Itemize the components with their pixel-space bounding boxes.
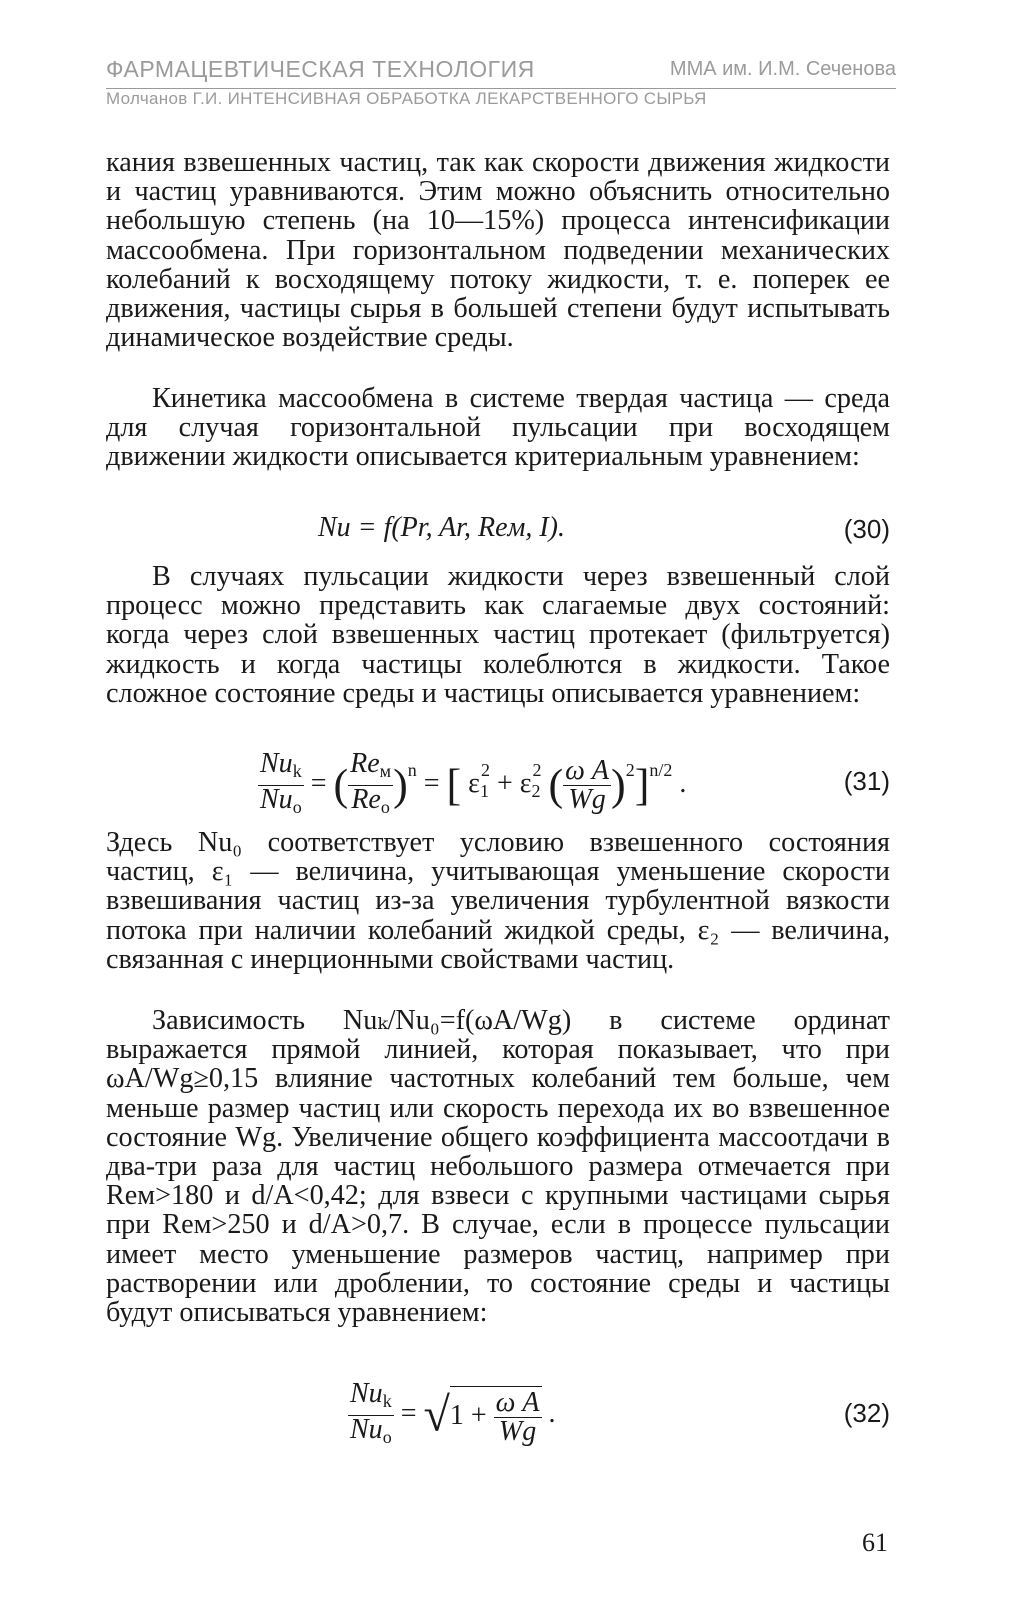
equation-32-number: (32) — [843, 1398, 890, 1428]
equation-30-body: Nu = f(Pr, Ar, Reм, I). — [318, 512, 566, 543]
eq31-wa-fraction: $\frac{\text{ω A}}{Wg}$ — [565, 755, 610, 815]
running-header — [106, 54, 896, 89]
equation-32-body: $\frac{Nu_k}{Nu_o}$ = √1 + $\frac{\text{ω A}}{Wg}$ . — [348, 1380, 556, 1451]
equation-30-number: (30) — [843, 514, 890, 544]
equation-30 — [106, 510, 890, 550]
equation-31 — [106, 750, 890, 820]
eq31-lhs-fraction: $\frac{Nu_k}{Nu_o}$ — [260, 748, 302, 817]
eq32-wa-fraction: $\frac{\text{ω A}}{Wg}$ — [495, 1386, 540, 1447]
eq31-re-fraction: $\frac{Re_м}{Re_o}$ — [350, 748, 392, 817]
paragraph-5: Зависимость Nuₖ/Nu₀=f(ωA/Wg) в системе ординат выражается прямой линией, которая показывает, что при ωA/Wg≥0,15 влияние частотных колебаний тем больше, чем меньше размер частиц или скорость перехода их во взвешенное состояние Wg. Увеличение общего коэффициента массоотдачи в два-три раза для частиц небольшого размера отмечается при Reм>180 и d/A<0,42; для взвеси с крупными частицами сырья при Reм>250 и d/A>0,7. В случае, если в процессе пульсации имеет место уменьшение размеров частиц, например при растворении или дроблении, то состояние среды и частицы будут описываться уравнением: — [106, 1005, 890, 1329]
header-title: ФАРМАЦЕВТИЧЕСКАЯ ТЕХНОЛОГИЯ — [106, 56, 535, 82]
equation-31-number: (31) — [843, 766, 890, 796]
header-subtitle: Молчанов Г.И. ИНТЕНСИВНАЯ ОБРАБОТКА ЛЕКАРСТВЕННОГО СЫРЬЯ — [106, 89, 707, 108]
header-institution: ММА им. И.М. Сеченова — [669, 58, 896, 80]
page-number: 61 — [862, 1528, 888, 1557]
equation-31-body: $\frac{Nu_k}{Nu_o}$ = ( $\frac{Re_м}{Re_o}$ )$^n$ = [ $\varepsilon_1^2 + \varepsilon_2^2$ ( $\frac{\text{ω A}}{Wg}$ )$^2$]$^{n/2}$ . — [258, 750, 686, 821]
equation-32 — [106, 1380, 890, 1450]
paragraph-2: Кинетика массообмена в системе твердая частица — среда для случая горизонтальной пульсации при восходящем движении жидкости описывается критериальным уравнением: — [106, 383, 890, 473]
paragraph-4: Здесь Nu₀ соответствует условию взвешенного состояния частиц, ε₁ — величина, учитывающая уменьшение скорости взвешивания частиц из-за увеличения турбулентной вязкости потока при наличии колебаний жидкой среды, ε₂ — величина, связанная с инерционными свойствами частиц. — [106, 827, 890, 975]
eq32-lhs-fraction: $\frac{Nu_k}{Nu_o}$ — [350, 1378, 392, 1447]
paragraph-3: В случаях пульсации жидкости через взвешенный слой процесс можно представить как слагаемые двух состояний: когда через слой взвешенных частиц протекает (фильтруется) жидкость и когда частицы колеблются в жидкости. Такое сложное состояние среды и частицы описывается уравнением: — [106, 561, 890, 709]
paragraph-1: кания взвешенных частиц, так как скорости движения жидкости и частиц уравниваются. Этим можно объяснить относительно небольшую степень (на 10—15%) процесса интенсификации массообмена. При горизонтальном подведении механических колебаний к восходящему потоку жидкости, т. е. поперек ее движения, частицы сырья в большей степени будут испытывать динамическое воздействие среды. — [106, 147, 890, 354]
